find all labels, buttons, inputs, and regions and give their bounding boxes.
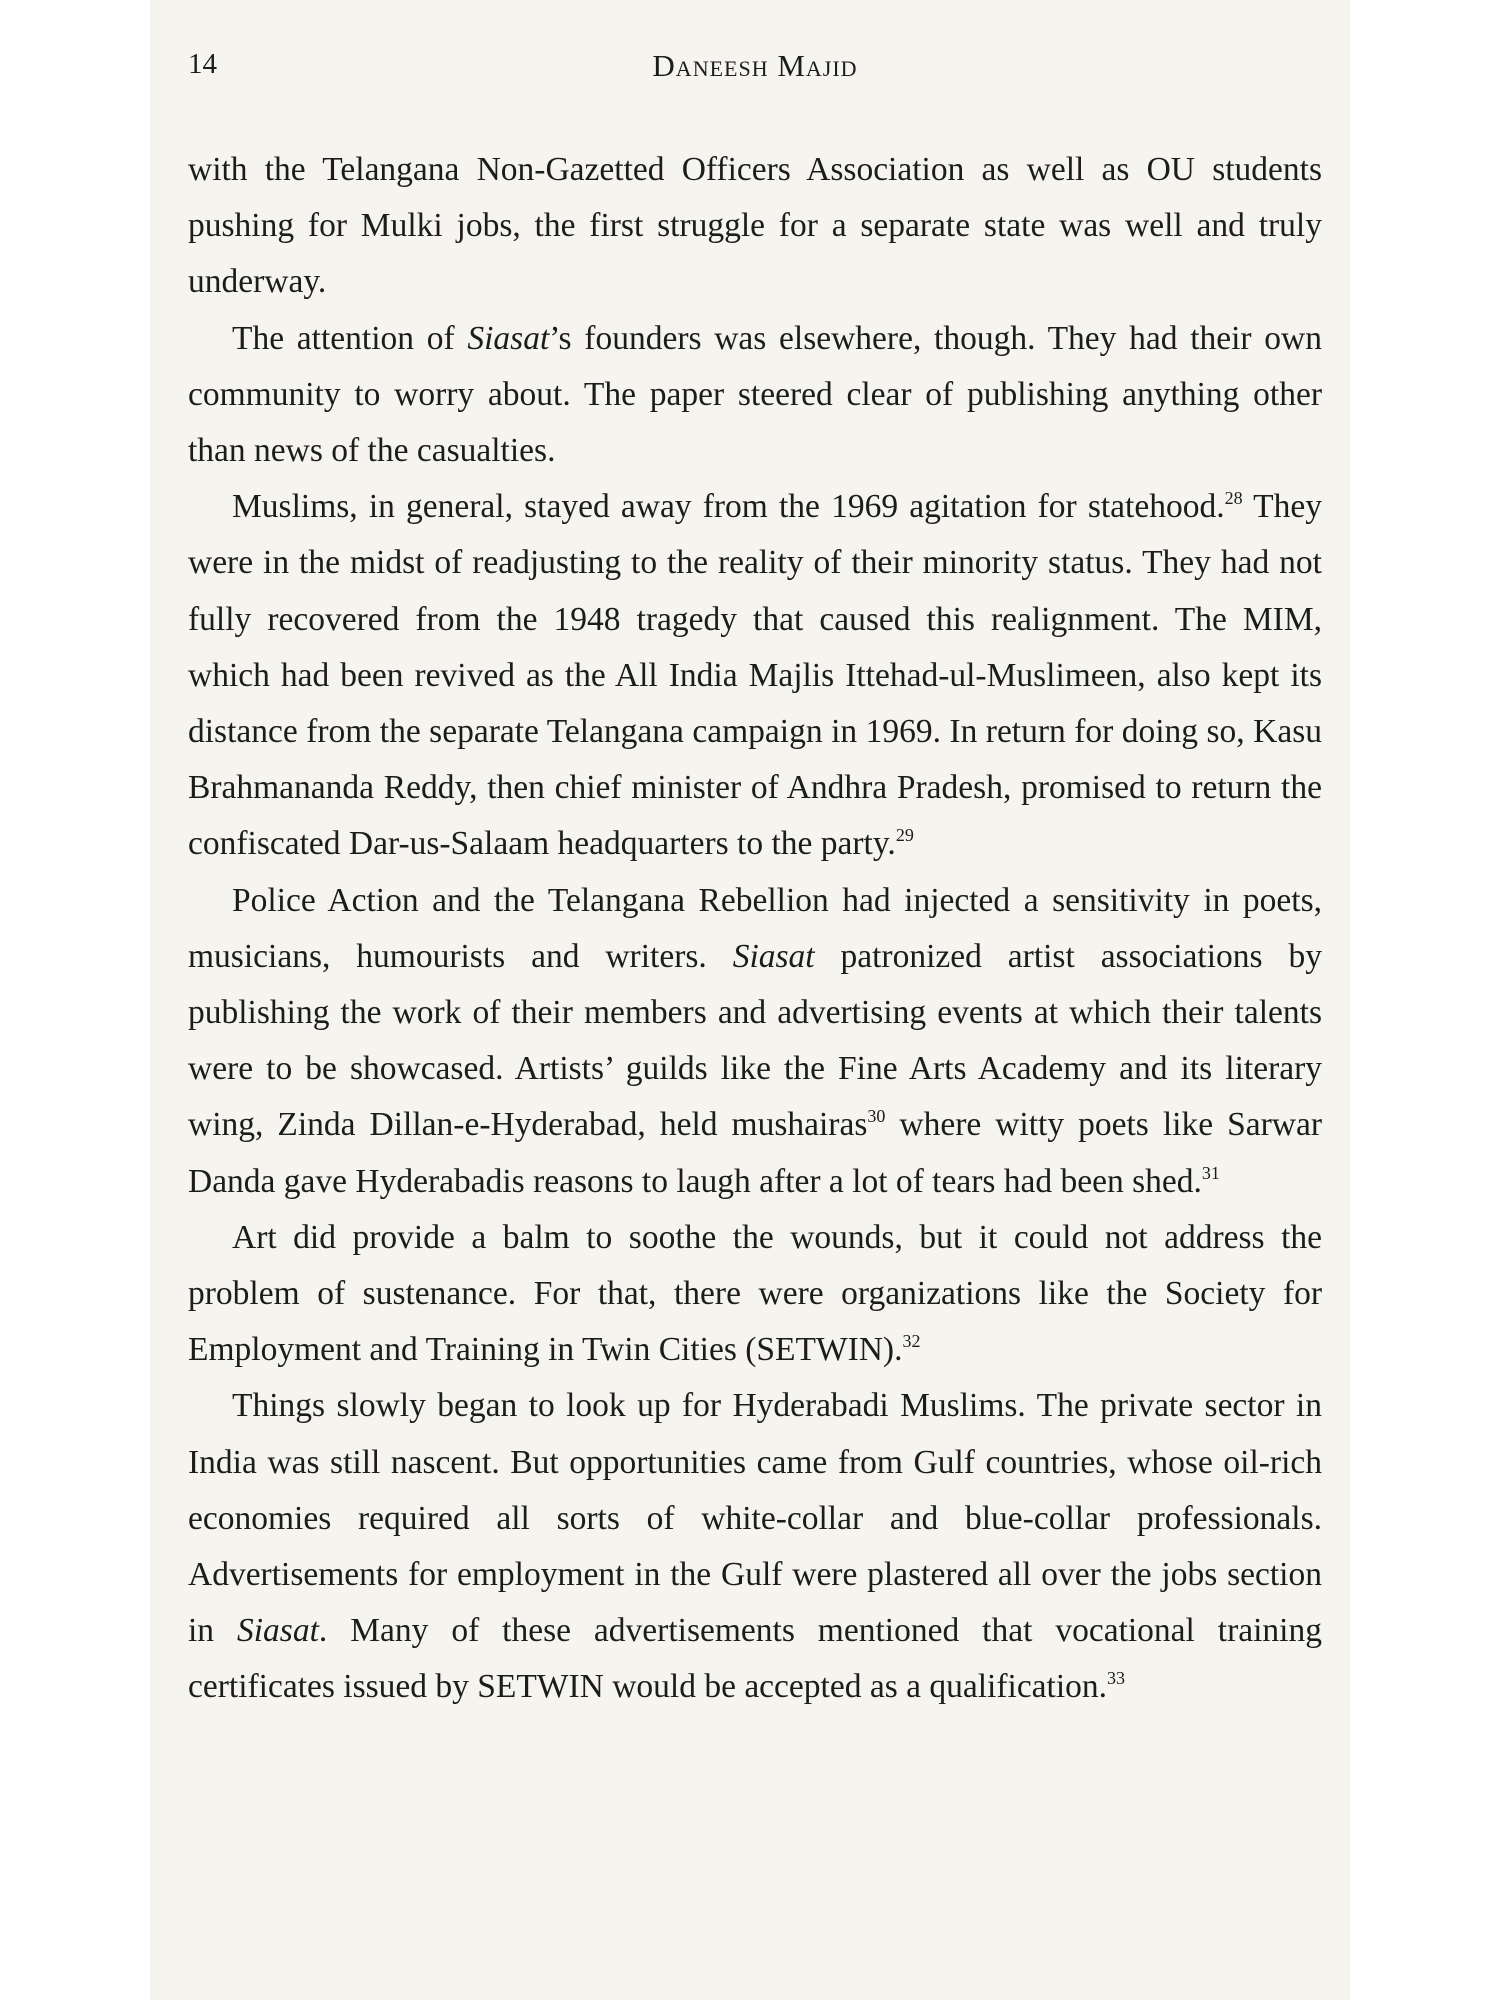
text-run: Muslims, in general, stayed away from the 1969 agitation for statehood. (232, 488, 1225, 526)
text-run: Police Action and the Telangana Rebellion had injected a sensitivity in poets, musicians, humourists and writers. (188, 881, 1322, 975)
italic-title: Siasat (467, 319, 550, 357)
italic-title: Siasat (237, 1612, 319, 1650)
paragraph (188, 311, 1322, 480)
paragraph (188, 1210, 1322, 1379)
body-text (188, 142, 1322, 1716)
footnote-ref: 30 (867, 1106, 886, 1127)
footnote-ref: 31 (1201, 1162, 1220, 1183)
text-run: . Many of these advertisements mentioned that vocational training certificates issued by SETWIN would be accepted as a qualification. (188, 1612, 1322, 1706)
page-number: 14 (188, 48, 217, 80)
text-run: ’s founders was elsewhere, though. They had their own community to worry about. The paper steered clear of publishing anything other than news of the casualties. (188, 319, 1322, 470)
text-run: Art did provide a balm to soothe the wounds, but it could not address the problem of sustenance. For that, there were organizations like the Society for Employment and Training in Twin Cities (SETWIN). (188, 1218, 1322, 1369)
text-run: with the Telangana Non-Gazetted Officers Association as well as OU students pushing for Mulki jobs, the first struggle for a separate state was well and truly underway. (188, 151, 1322, 301)
book-page (150, 0, 1350, 2000)
page-header (188, 48, 1322, 88)
paragraph (188, 479, 1322, 872)
footnote-ref: 29 (895, 825, 914, 846)
footnote-ref: 33 (1107, 1668, 1126, 1689)
paragraph (188, 873, 1322, 1210)
text-run: Things slowly began to look up for Hyderabadi Muslims. The private sector in India was still nascent. But opportunities came from Gulf countries, whose oil-rich economies required all sorts of white-collar and blue-collar professionals. Advertisements for employment in the Gulf were plastered all over the jobs section in (188, 1387, 1322, 1650)
text-run: The attention of (232, 319, 468, 357)
text-run: where witty poets like Sarwar Danda gave Hyderabadis reasons to laugh after a lot of tears had been shed. (188, 1106, 1322, 1200)
italic-title: Siasat (732, 937, 815, 975)
running-head: Daneesh Majid (652, 48, 858, 83)
paragraph (188, 1378, 1322, 1715)
paragraph (188, 142, 1322, 311)
footnote-ref: 28 (1224, 488, 1243, 509)
text-run: They were in the midst of readjusting to the reality of their minority status. They had not fully recovered from the 1948 tragedy that caused this realignment. The MIM, which had been revived as the All India Majlis Ittehad-ul-Muslimeen, also kept its distance from the separate Telangana campaign in 1969. In return for doing so, Kasu Brahmananda Reddy, then chief minister of Andhra Pradesh, promised to return the confiscated Dar-us-Salaam headquarters to the party. (188, 488, 1322, 863)
footnote-ref: 32 (902, 1331, 921, 1352)
text-run: patronized artist associations by publishing the work of their members and advertising events at which their talents were to be showcased. Artists’ guilds like the Fine Arts Academy and its literary wing, Zinda Dillan-e-Hyderabad, held mushairas (188, 937, 1322, 1144)
